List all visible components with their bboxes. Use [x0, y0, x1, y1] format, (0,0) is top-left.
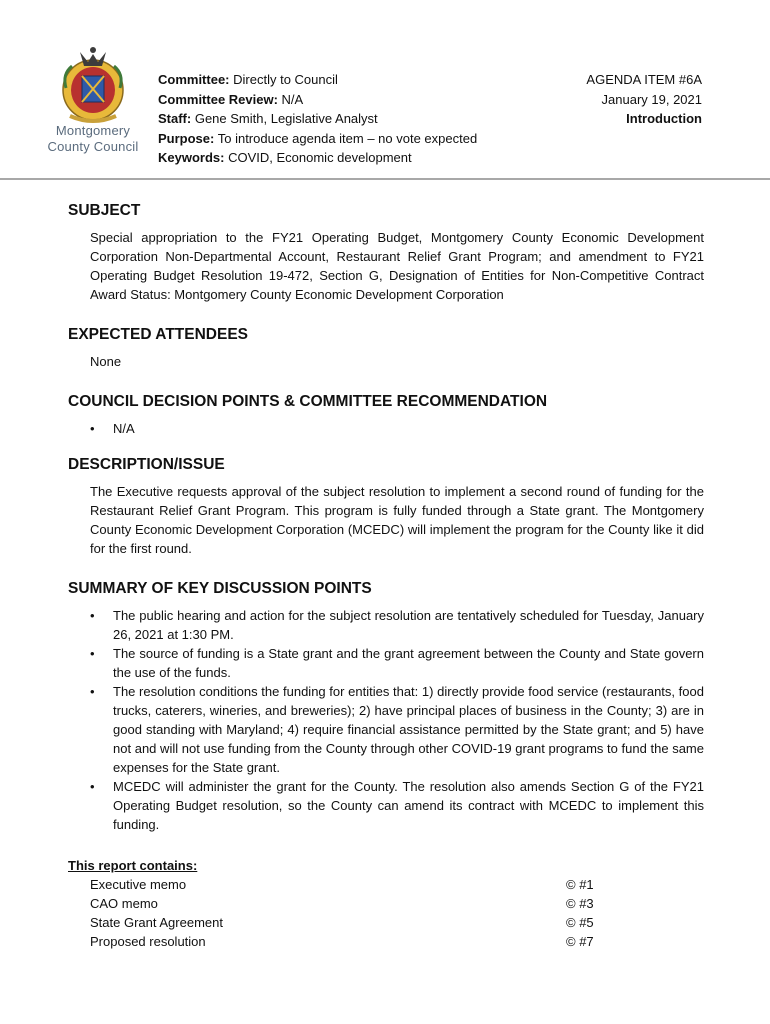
description-text: The Executive requests approval of the subject resolution to implement a second round of funding for the Restaurant Relief Grant Program. This program is fully funded through a State grant. The Montgomery County Economic Development Corporation (MCEDC) will implement the program for the County like it did for the first round.: [90, 484, 704, 556]
purpose-label: Purpose:: [158, 130, 215, 146]
summary-list: [68, 606, 704, 834]
header-divider: [0, 178, 770, 180]
attachment-page: © #3: [566, 896, 594, 911]
attendees-text: None: [90, 354, 122, 369]
staff-value: Gene Smith, Legislative Analyst: [194, 111, 378, 126]
attachment-name: State Grant Agreement: [90, 915, 223, 930]
subject-text: Special appropriation to the FY21 Operating Budget, Montgomery County Economic Development Corporation Non-Departmental Account, Restaurant Relief Grant Program; and amendment to FY21 Operating Budget Resolution 19-472, Section G, Designation of Entities for Non-Competitive Contract Award Status: Montgomery County Economic Development Corporation: [90, 230, 704, 302]
org-line-2: County Council: [47, 139, 139, 154]
list-item: • The resolution conditions the funding for entities that: 1) directly provide food service (restaurants, food trucks, caterers, wineries, and breweries); 2) have principal places of business in the County; 3) are in good standing with Maryland; 4) require financial assistance permitted by the State grant; and 5) have not and will not use funding from the County through other COVID-19 grant programs to fund the same expenses for the State grant.: [90, 682, 704, 777]
attachment-page: © #7: [566, 934, 594, 949]
list-item: • N/A: [90, 419, 704, 438]
agenda-stage: Introduction: [626, 111, 702, 126]
decision-section: [68, 391, 704, 438]
org-line-1: Montgomery: [55, 123, 131, 138]
attachment-name: CAO memo: [90, 896, 158, 911]
staff-row: [158, 109, 477, 129]
purpose-row: [158, 129, 477, 149]
subject-section: [68, 200, 704, 304]
section-title: SUMMARY OF KEY DISCUSSION POINTS: [68, 580, 372, 597]
agenda-block: [586, 70, 702, 129]
attachment-row: [90, 913, 704, 932]
agenda-item-number: AGENDA ITEM #6A: [586, 72, 702, 87]
summary-section: [68, 578, 704, 834]
review-row: [158, 90, 477, 110]
decision-list: [68, 419, 704, 438]
attachment-row: [90, 894, 704, 913]
contents-section: [68, 856, 704, 951]
keywords-row: [158, 148, 477, 168]
attachment-page: © #5: [566, 915, 594, 930]
description-section: [68, 454, 704, 558]
section-title: SUBJECT: [68, 202, 141, 219]
list-item: • The source of funding is a State grant and the grant agreement between the County and State govern the use of the funds.: [90, 644, 704, 682]
purpose-value: To introduce agenda item – no vote expected: [217, 130, 478, 146]
review-label: Committee Review:: [158, 91, 278, 107]
attachment-row: [90, 932, 704, 951]
attachment-row: [90, 875, 704, 894]
keywords-label: Keywords:: [158, 150, 225, 165]
county-seal-icon: [58, 44, 128, 124]
attachment-name: Proposed resolution: [90, 934, 206, 949]
document-body: [68, 200, 704, 951]
staff-label: Staff:: [158, 111, 192, 126]
section-title: COUNCIL DECISION POINTS & COMMITTEE RECOMMENDATION: [68, 393, 548, 410]
contents-title: This report contains:: [68, 858, 198, 873]
review-value: N/A: [281, 91, 304, 107]
list-item: • The public hearing and action for the subject resolution are tentatively scheduled for Tuesday, January 26, 2021 at 1:30 PM.: [90, 606, 704, 644]
attachment-name: Executive memo: [90, 877, 187, 892]
keywords-value: COVID, Economic development: [228, 150, 412, 165]
document-header: [0, 0, 770, 180]
attachment-page: © #1: [566, 877, 594, 892]
committee-value: Directly to Council: [233, 72, 338, 87]
organization-name: [38, 123, 148, 155]
committee-label: Committee:: [158, 72, 230, 87]
agenda-date: January 19, 2021: [601, 91, 702, 107]
committee-row: [158, 70, 477, 90]
list-item: • MCEDC will administer the grant for the County. The resolution also amends Section G of the FY21 Operating Budget resolution, so the County can amend its contract with MCEDC to implement this funding.: [90, 777, 704, 834]
meta-block: [158, 70, 477, 168]
section-title: EXPECTED ATTENDEES: [68, 326, 248, 343]
attendees-section: [68, 324, 704, 371]
section-title: DESCRIPTION/ISSUE: [68, 456, 225, 473]
